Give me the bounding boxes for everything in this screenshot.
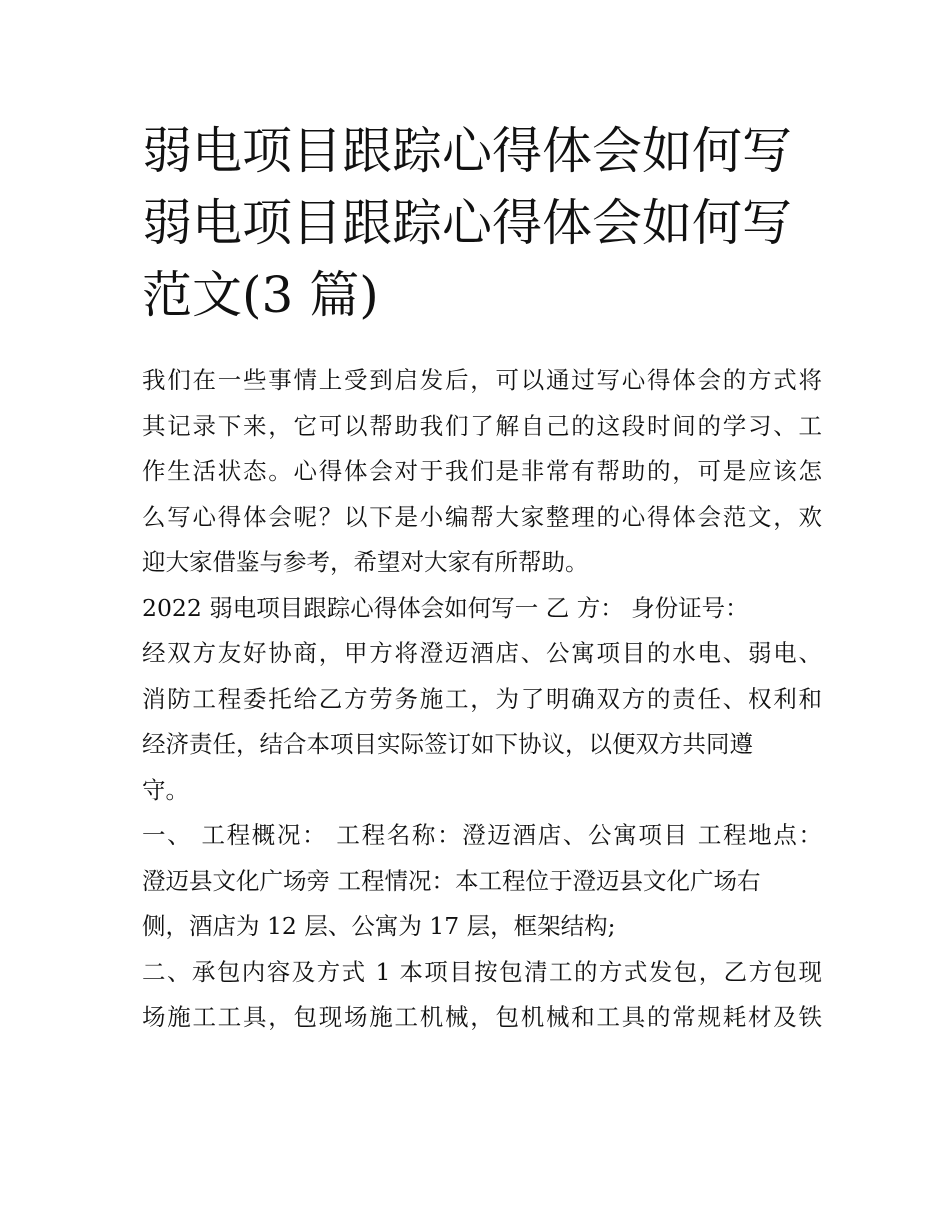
paragraph-agreement [142, 631, 822, 813]
text-line: 么写心得体会呢？以下是小编帮大家整理的心得体会范文，欢 [142, 502, 822, 531]
text-line: 2022 弱电项目跟踪心得体会如何写一 乙 方： 身份证号： [142, 593, 749, 622]
title-line-1: 弱电项目跟踪心得体会如何写 [142, 122, 792, 180]
text-line: 其记录下来，它可以帮助我们了解自己的这段时间的学习、工 [142, 411, 822, 440]
title-line-3: 范文(3 篇) [142, 266, 379, 324]
text-line: 守。 [142, 775, 189, 804]
text-line: 迎大家借鉴与参考，希望对大家有所帮助。 [142, 548, 589, 576]
paragraph-heading-1 [142, 586, 822, 632]
text-line: 作生活状态。心得体会对于我们是非常有帮助的，可是应该怎 [142, 457, 822, 485]
document-title [142, 115, 822, 331]
title-line-2: 弱电项目跟踪心得体会如何写 [142, 194, 792, 252]
text-line: 消防工程委托给乙方劳务施工，为了明确双方的责任、权利和 [142, 684, 822, 713]
document-body [142, 358, 822, 1041]
text-line: 经济责任，结合本项目实际签订如下协议，以便双方共同遵 [142, 730, 753, 758]
text-line: 侧，酒店为 12 层、公寓为 17 层，框架结构; [142, 912, 616, 940]
text-line: 一、 工程概况： 工程名称：澄迈酒店、公寓项目 工程地点： [142, 821, 822, 849]
text-line: 经双方友好协商，甲方将澄迈酒店、公寓项目的水电、弱电、 [142, 639, 822, 667]
text-line: 我们在一些事情上受到启发后，可以通过写心得体会的方式将 [142, 366, 822, 394]
paragraph-project-overview [142, 813, 822, 950]
paragraph-contract-content [142, 950, 822, 1041]
paragraph-intro [142, 358, 822, 586]
text-line: 场施工工具，包现场施工机械，包机械和工具的常规耗材及铁 [142, 1003, 822, 1031]
text-line: 二、承包内容及方式 1 本项目按包清工的方式发包，乙方包现 [142, 957, 822, 986]
text-line: 澄迈县文化广场旁 工程情况：本工程位于澄迈县文化广场右 [142, 866, 761, 895]
